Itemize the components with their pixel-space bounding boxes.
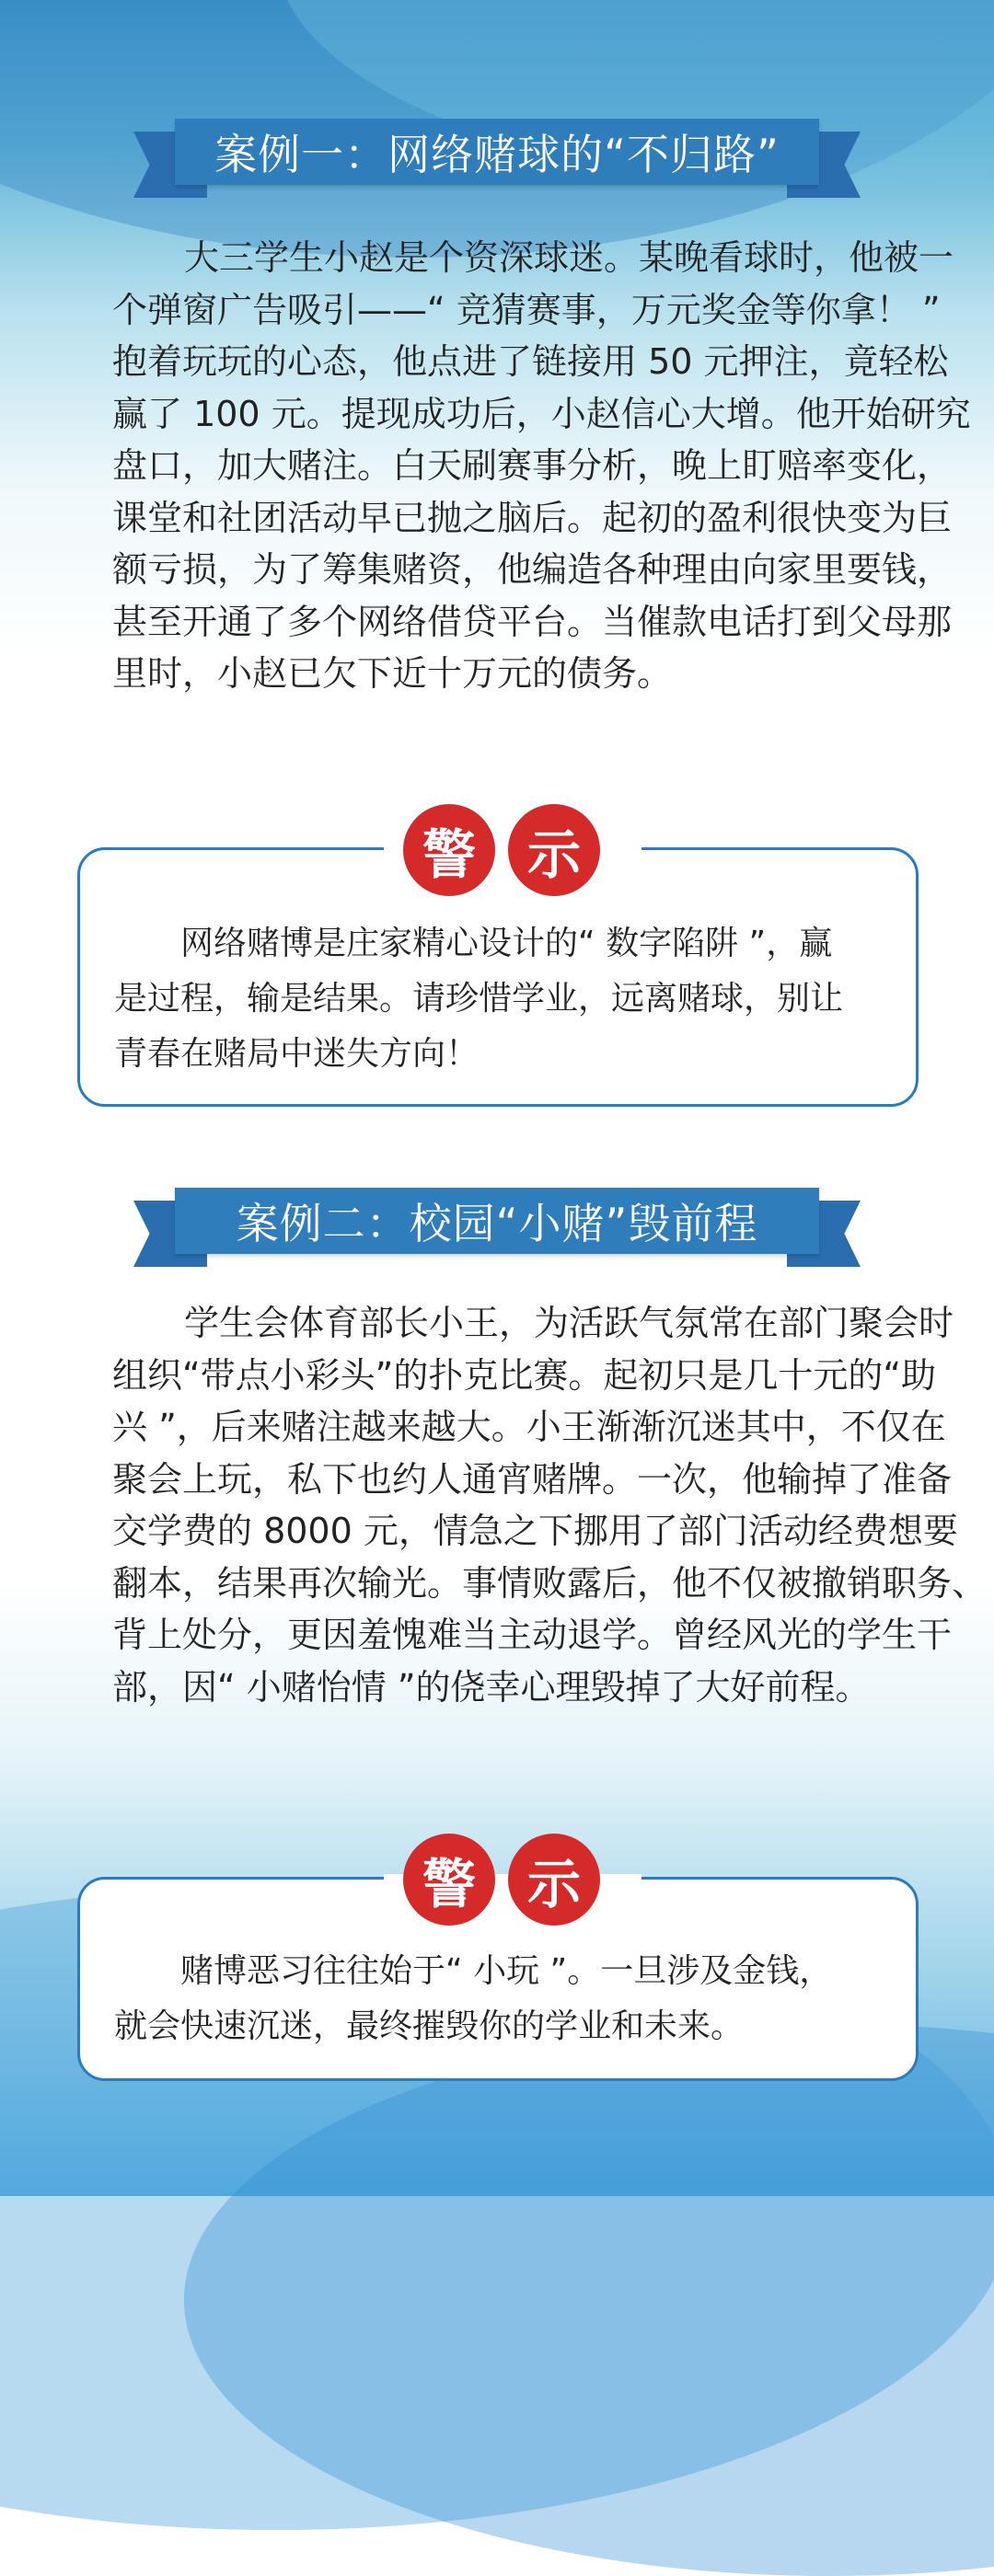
case1-story xyxy=(112,232,971,700)
story-line: 大三学生小赵是个资深球迷。某晚看球时，他被一 xyxy=(184,237,954,278)
warning-line: 就会快速沉迷，最终摧毁你的学业和未来。 xyxy=(114,2007,745,2045)
story-line: 课堂和社团活动早已抛之脑后。起初的盈利很快变为巨 xyxy=(112,497,953,538)
case1-title: 案例一：网络赌球的“不归路” xyxy=(175,119,819,185)
case2-story xyxy=(112,1297,988,1713)
story-line: 抱着玩玩的心态，他点进了链接用 50 元押注，竟轻松 xyxy=(112,341,949,382)
warning-badge: 示 xyxy=(508,804,600,896)
story-line: 个弹窗广告吸引——“ 竞猜赛事，万元奖金等你拿！ ” xyxy=(112,289,941,330)
story-line: 兴 ”，后来赌注越来越大。小王渐渐沉迷其中，不仅在 xyxy=(112,1407,946,1447)
case2-title-banner xyxy=(133,1188,861,1267)
warning-line: 网络赌博是庄家精心设计的“ 数字陷阱 ”，赢 xyxy=(180,925,833,962)
story-line: 盘口，加大赌注。白天刷赛事分析，晚上盯赔率变化， xyxy=(112,445,953,486)
story-line: 学生会体育部长小王，为活跃气氛常在部门聚会时 xyxy=(184,1303,954,1343)
warning-line: 是过程，输是结果。请珍惜学业，远离赌球，别让 xyxy=(114,980,844,1018)
story-line: 部，因“ 小赌怡情 ”的侥幸心理毁掉了大好前程。 xyxy=(112,1666,871,1708)
story-line: 聚会上玩，私下也约人通宵赌牌。一次，他输掉了准备 xyxy=(112,1458,953,1500)
case1-title-banner xyxy=(133,119,861,198)
warning-badge: 示 xyxy=(508,1834,600,1926)
story-line: 额亏损，为了筹集赌资，他编造各种理由向家里要钱， xyxy=(112,549,953,590)
story-line: 背上处分，更因羞愧难当主动退学。曾经风光的学生干 xyxy=(112,1615,953,1655)
story-line: 里时，小赵已欠下近十万元的债务。 xyxy=(112,653,673,694)
warning-text xyxy=(114,916,843,1082)
story-line: 组织“带点小彩头”的扑克比赛。起初只是几十元的“助 xyxy=(112,1354,937,1396)
story-line: 赢了 100 元。提现成功后，小赵信心大增。他开始研究 xyxy=(112,393,971,434)
story-line: 甚至开通了多个网络借贷平台。当催款电话打到父母那 xyxy=(112,601,953,642)
warning-badge: 警 xyxy=(403,804,495,896)
warning-badge: 警 xyxy=(403,1834,495,1926)
story-line: 翻本，结果再次输光。事情败露后，他不仅被撤销职务、 xyxy=(112,1562,988,1604)
warning-line: 青春在赌局中迷失方向！ xyxy=(114,1035,480,1073)
case2-title: 案例二：校园“小赌”毁前程 xyxy=(175,1188,819,1254)
case2-warning-box xyxy=(77,1853,919,2081)
warning-line: 赌博恶习往往始于“ 小玩 ”。一旦涉及金钱， xyxy=(180,1952,833,1990)
case1-warning-box xyxy=(77,823,919,1107)
warning-text xyxy=(114,1944,832,2054)
story-line: 交学费的 8000 元，情急之下挪用了部门活动经费想要 xyxy=(112,1511,958,1551)
